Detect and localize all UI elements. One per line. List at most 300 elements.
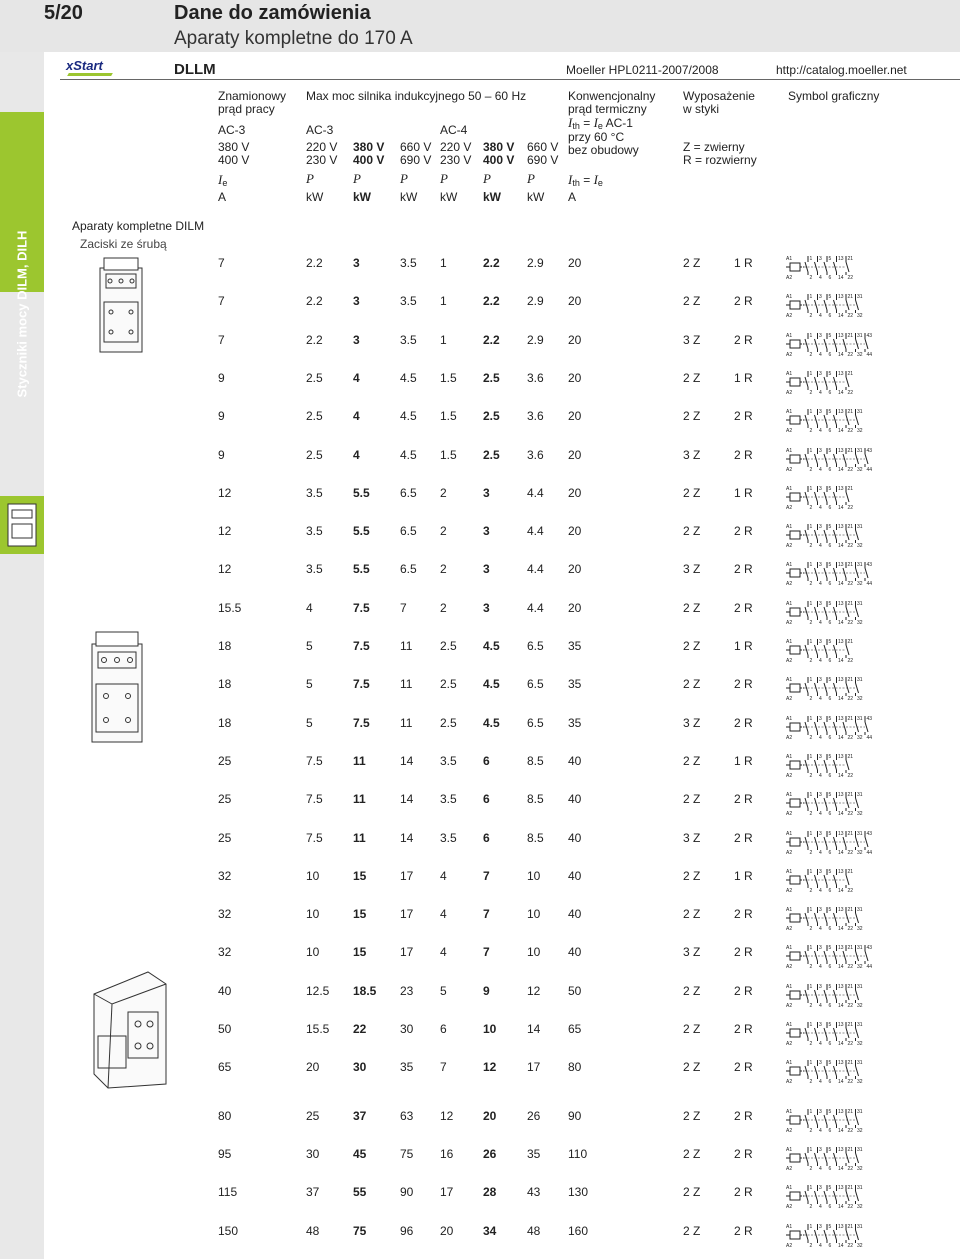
terminal-label: 1 [809,524,813,530]
terminal-label: 31 [857,907,863,913]
cell-ie: 32 [218,869,232,883]
circuit-symbol-icon [786,752,882,778]
terminal-label: 1 [809,371,813,377]
terminal-label: 3 [819,371,822,377]
cell-ith: 20 [568,333,582,347]
terminal-label: 3 [819,256,822,262]
cell-p6: 10 [527,945,541,959]
cell-p3: 30 [400,1022,414,1036]
coil-a1-label: A1 [786,524,793,530]
terminal-label: 6 [828,428,832,433]
cell-p2: 7.5 [353,601,370,615]
cell-p1: 4 [306,601,313,615]
table-row [0,562,960,586]
cell-p5: 3 [483,524,490,538]
terminal-label: 2 [809,964,813,969]
cell-z: 2 Z [683,792,701,806]
terminal-label: 6 [828,1041,832,1046]
terminal-label: 5 [828,562,832,568]
terminal-label: 14 [838,1243,844,1248]
cell-r: 2 R [734,1185,753,1199]
coil-a2-label: A2 [786,1204,793,1209]
terminal-label: 3 [819,524,822,530]
table-row [0,448,960,472]
col-motor-ac4: AC-4 [440,123,468,137]
cell-r: 2 R [734,448,753,462]
terminal-label: 2 [809,428,813,433]
terminal-label: 21 [847,1060,854,1066]
terminal-label: 6 [828,696,832,701]
terminal-label: 5 [828,831,832,837]
cell-p3: 4.5 [400,448,417,462]
terminal-label: 3 [819,869,822,875]
terminal-label: 22 [847,735,854,740]
cell-p3: 6.5 [400,486,417,500]
terminal-label: 4 [819,658,822,663]
terminal-label: 22 [847,926,854,931]
coil-a2-label: A2 [786,275,793,280]
terminal-label: 5 [828,486,832,492]
cell-p1: 3.5 [306,486,323,500]
terminal-label: 31 [857,1022,863,1028]
cell-p5: 7 [483,907,490,921]
terminal-label: 14 [838,581,844,586]
cell-ie: 9 [218,448,225,462]
col-p3-unit: kW [400,190,418,204]
cell-p6: 26 [527,1109,541,1123]
cell-p5: 9 [483,984,490,998]
side-tab-label: Styczniki mocy DILM, DILH [14,230,30,398]
terminal-label: 1 [809,409,813,415]
cell-ith: 40 [568,945,582,959]
terminal-label: 1 [809,562,813,568]
terminal-label: 14 [838,505,844,510]
coil-a2-label: A2 [786,735,793,740]
circuit-symbol-icon [786,1107,882,1133]
terminal-label: 21 [847,524,854,530]
terminal-label: 31 [857,562,863,568]
terminal-label: 13 [838,869,844,875]
terminal-label: 32 [857,313,863,318]
col-p6-unit: kW [527,190,545,204]
terminal-label: 22 [847,543,854,548]
cell-p6: 12 [527,984,541,998]
cell-p4: 3.5 [440,792,457,806]
cell-p4: 12 [440,1109,454,1123]
cell-r: 2 R [734,792,753,806]
cell-p1: 3.5 [306,562,323,576]
terminal-label: 4 [819,1041,822,1046]
terminal-label: 43 [866,448,873,454]
cell-p3: 90 [400,1185,414,1199]
cell-ie: 9 [218,409,225,423]
terminal-label: 4 [819,1166,822,1171]
terminal-label: 31 [857,1109,863,1115]
coil-a1-label: A1 [786,907,793,913]
terminal-label: 22 [847,505,854,510]
cell-p6: 3.6 [527,409,544,423]
terminal-label: 6 [828,1204,832,1209]
terminal-label: 43 [866,716,873,722]
col-motor-ac3: AC-3 [306,123,334,137]
cell-p2: 45 [353,1147,367,1161]
coil-a2-label: A2 [786,888,793,893]
col-p5-unit: kW [483,190,501,204]
terminal-label: 32 [857,964,863,969]
terminal-label: 1 [809,448,813,454]
terminal-label: 2 [809,658,813,663]
terminal-label: 3 [819,562,822,568]
cell-p5: 20 [483,1109,497,1123]
cell-p1: 37 [306,1185,320,1199]
col-p5-symbol: P [483,171,491,186]
cell-p1: 2.5 [306,409,323,423]
terminal-label: 1 [809,601,813,607]
cell-p3: 75 [400,1147,414,1161]
terminal-label: 13 [838,524,844,530]
terminal-label: 1 [809,1022,813,1028]
terminal-label: 4 [819,1243,822,1248]
cell-r: 2 R [734,409,753,423]
xstart-logo [66,58,116,78]
terminal-label: 4 [819,352,822,357]
terminal-label: 6 [828,620,832,625]
terminal-label: 5 [828,1109,832,1115]
coil-a2-label: A2 [786,505,793,510]
terminal-label: 22 [847,620,854,625]
col-contacts-line1: Wyposażenie [683,89,755,103]
terminal-label: 5 [828,984,832,990]
cell-p4: 2.5 [440,716,457,730]
terminal-label: 2 [809,1041,813,1046]
col-contacts-r: R = rozwierny [683,153,757,167]
cell-p5: 10 [483,1022,497,1036]
terminal-label: 22 [847,390,854,395]
cell-z: 3 Z [683,831,701,845]
terminal-label: 32 [857,735,863,740]
cell-r: 2 R [734,1022,753,1036]
cell-ith: 35 [568,716,582,730]
col-p1-symbol: P [306,171,314,186]
cell-p5: 2.2 [483,333,500,347]
cell-p6: 10 [527,869,541,883]
terminal-label: 13 [838,1109,844,1115]
terminal-label: 43 [866,945,873,951]
cell-p3: 63 [400,1109,414,1123]
terminal-label: 32 [857,581,863,586]
terminal-label: 3 [819,716,822,722]
cell-ith: 80 [568,1060,582,1074]
cell-p6: 4.4 [527,486,544,500]
terminal-label: 1 [809,677,813,683]
terminal-label: 6 [828,888,832,893]
terminal-label: 22 [847,581,854,586]
cell-p3: 3.5 [400,256,417,270]
cell-ie: 40 [218,984,232,998]
terminal-label: 13 [838,409,844,415]
terminal-label: 13 [838,1060,844,1066]
cell-z: 2 Z [683,754,701,768]
terminal-label: 4 [819,811,822,816]
cell-ie: 65 [218,1060,232,1074]
coil-a1-label: A1 [786,409,793,415]
cell-p3: 4.5 [400,371,417,385]
cell-p6: 3.6 [527,371,544,385]
terminal-label: 5 [828,294,832,300]
cell-p3: 4.5 [400,409,417,423]
terminal-label: 32 [857,926,863,931]
cell-p5: 2.5 [483,448,500,462]
cell-p6: 43 [527,1185,541,1199]
circuit-symbol-icon [786,714,882,740]
table-row [0,1109,960,1133]
cell-ie: 32 [218,945,232,959]
terminal-label: 3 [819,754,822,760]
cell-p3: 17 [400,869,414,883]
terminal-label: 22 [847,428,854,433]
terminal-label: 1 [809,907,813,913]
circuit-symbol-icon [786,292,882,318]
coil-a2-label: A2 [786,1128,793,1133]
terminal-label: 3 [819,294,822,300]
coil-a1-label: A1 [786,1185,793,1191]
terminal-label: 3 [819,677,822,683]
terminal-label: 13 [838,1147,844,1153]
col-thermal-unit: A [568,190,577,204]
cell-p1: 25 [306,1109,320,1123]
terminal-label: 5 [828,448,832,454]
cell-p6: 4.4 [527,601,544,615]
terminal-label: 6 [828,1243,832,1248]
cell-r: 2 R [734,294,753,308]
cell-ith: 20 [568,448,582,462]
terminal-label: 14 [838,926,844,931]
table-row [0,1185,960,1209]
terminal-label: 22 [847,773,854,778]
terminal-label: 4 [819,773,822,778]
terminal-label: 31 [857,524,863,530]
cell-p2: 3 [353,333,360,347]
table-row [0,601,960,625]
cell-z: 3 Z [683,945,701,959]
page-subtitle: Aparaty kompletne do 170 A [174,28,413,49]
cell-p6: 48 [527,1224,541,1238]
terminal-label: 5 [828,1224,832,1230]
terminal-label: 22 [847,313,854,318]
coil-a2-label: A2 [786,850,793,855]
terminal-label: 21 [847,371,854,377]
terminal-label: 22 [847,811,854,816]
cell-p2: 7.5 [353,677,370,691]
cell-ith: 20 [568,486,582,500]
col-p5-v380: 380 V [483,140,515,154]
coil-a1-label: A1 [786,333,793,339]
cell-ie: 25 [218,792,232,806]
table-row [0,639,960,663]
terminal-label: 2 [809,543,813,548]
terminal-label: 1 [809,716,813,722]
cell-z: 2 Z [683,294,701,308]
cell-ie: 80 [218,1109,232,1123]
terminal-label: 21 [847,1109,854,1115]
cell-p3: 6.5 [400,562,417,576]
coil-a2-label: A2 [786,773,793,778]
cell-z: 2 Z [683,1185,701,1199]
terminal-label: 2 [809,735,813,740]
cell-p3: 3.5 [400,333,417,347]
terminal-label: 3 [819,907,822,913]
col-thermal-line4: przy 60 °C [568,130,625,144]
logo-swoosh-icon [67,73,113,76]
terminal-label: 22 [847,850,854,855]
terminal-label: 4 [819,888,822,893]
cell-p3: 11 [400,639,413,653]
cell-p5: 4.5 [483,677,500,691]
col-thermal-line2: prąd termiczny [568,102,647,116]
terminal-label: 4 [819,467,822,472]
terminal-label: 2 [809,888,813,893]
cell-p2: 15 [353,869,367,883]
cell-p6: 8.5 [527,754,544,768]
cell-ith: 20 [568,256,582,270]
table-row [0,486,960,510]
col-ac3-v380: 380 V [218,140,250,154]
cell-p5: 2.5 [483,409,500,423]
cell-p4: 2 [440,486,447,500]
cell-p3: 14 [400,792,414,806]
terminal-label: 6 [828,773,832,778]
catalog-url[interactable]: http://catalog.moeller.net [776,63,907,77]
coil-a1-label: A1 [786,754,793,760]
terminal-label: 21 [847,601,854,607]
cell-r: 2 R [734,1224,753,1238]
cell-p1: 3.5 [306,524,323,538]
col-rated-current-line1: Znamionowy [218,89,287,103]
terminal-label: 32 [857,1243,863,1248]
terminal-label: 2 [809,313,813,318]
page-title: Dane do zamówienia [174,2,371,24]
cell-ie: 32 [218,907,232,921]
terminal-label: 21 [847,907,854,913]
circuit-symbol-icon [786,943,882,969]
coil-a2-label: A2 [786,926,793,931]
cell-ith: 65 [568,1022,582,1036]
table-row [0,677,960,701]
terminal-label: 14 [838,275,844,280]
coil-a2-label: A2 [786,1243,793,1248]
cell-p2: 3 [353,294,360,308]
terminal-label: 21 [847,486,854,492]
col-thermal-line3: $I_{th} = I_e$ AC-1 [568,115,633,131]
terminal-label: 4 [819,926,822,931]
cell-p2: 11 [353,754,366,768]
terminal-label: 14 [838,773,844,778]
terminal-label: 1 [809,256,813,262]
cell-p3: 17 [400,945,414,959]
terminal-label: 1 [809,333,813,339]
terminal-label: 2 [809,275,813,280]
terminal-label: 1 [809,1109,813,1115]
terminal-label: 2 [809,352,813,357]
cell-ie: 9 [218,371,225,385]
terminal-label: 5 [828,601,832,607]
cell-p5: 6 [483,754,490,768]
cell-p1: 7.5 [306,831,323,845]
cell-p2: 5.5 [353,486,370,500]
terminal-label: 14 [838,620,844,625]
table-row [0,333,960,357]
cell-z: 2 Z [683,1224,701,1238]
coil-a2-label: A2 [786,390,793,395]
cell-p2: 4 [353,409,360,423]
coil-a2-label: A2 [786,696,793,701]
terminal-label: 21 [847,1224,854,1230]
series-title: DLLM [174,61,216,78]
cell-p3: 6.5 [400,524,417,538]
cell-p1: 15.5 [306,1022,330,1036]
cell-p4: 2 [440,562,447,576]
col-ac3-v400: 400 V [218,153,250,167]
col-p2-v380: 380 V [353,140,385,154]
terminal-label: 2 [809,926,813,931]
cell-p4: 2 [440,524,447,538]
terminal-label: 1 [809,792,813,798]
terminal-label: 21 [847,677,854,683]
terminal-label: 4 [819,390,822,395]
terminal-label: 14 [838,467,844,472]
terminal-label: 13 [838,677,844,683]
terminal-label: 14 [838,1166,844,1171]
terminal-label: 13 [838,907,844,913]
col-p1-unit: kW [306,190,324,204]
terminal-label: 2 [809,773,813,778]
terminal-label: 21 [847,716,854,722]
cell-p5: 2.2 [483,256,500,270]
col-ie-symbol: $I_e$ [218,172,228,188]
cell-z: 2 Z [683,984,701,998]
terminal-label: 21 [847,984,854,990]
terminal-label: 14 [838,1204,844,1209]
cell-r: 2 R [734,333,753,347]
cell-r: 1 R [734,256,753,270]
col-p3-v660: 660 V [400,140,432,154]
terminal-label: 13 [838,486,844,492]
coil-a1-label: A1 [786,448,793,454]
terminal-label: 3 [819,945,822,951]
terminal-label: 13 [838,333,844,339]
terminal-label: 4 [819,1003,822,1008]
cell-ie: 25 [218,754,232,768]
terminal-label: 14 [838,352,844,357]
col-thermal-line1: Konwencjonalny [568,89,656,103]
cell-p1: 2.2 [306,333,323,347]
col-p6-v660: 660 V [527,140,559,154]
terminal-label: 5 [828,371,832,377]
terminal-label: 31 [857,716,863,722]
cell-p2: 5.5 [353,524,370,538]
cell-p4: 1 [440,294,447,308]
cell-ith: 50 [568,984,582,998]
terminal-label: 6 [828,964,832,969]
page-header [0,0,960,52]
cell-p5: 6 [483,831,490,845]
cell-ie: 95 [218,1147,232,1161]
col-motor-title: Max moc silnika indukcyjnego 50 – 60 Hz [306,89,527,103]
table-row [0,754,960,778]
terminal-label: 4 [819,543,822,548]
cell-p2: 3 [353,256,360,270]
terminal-label: 5 [828,907,832,913]
